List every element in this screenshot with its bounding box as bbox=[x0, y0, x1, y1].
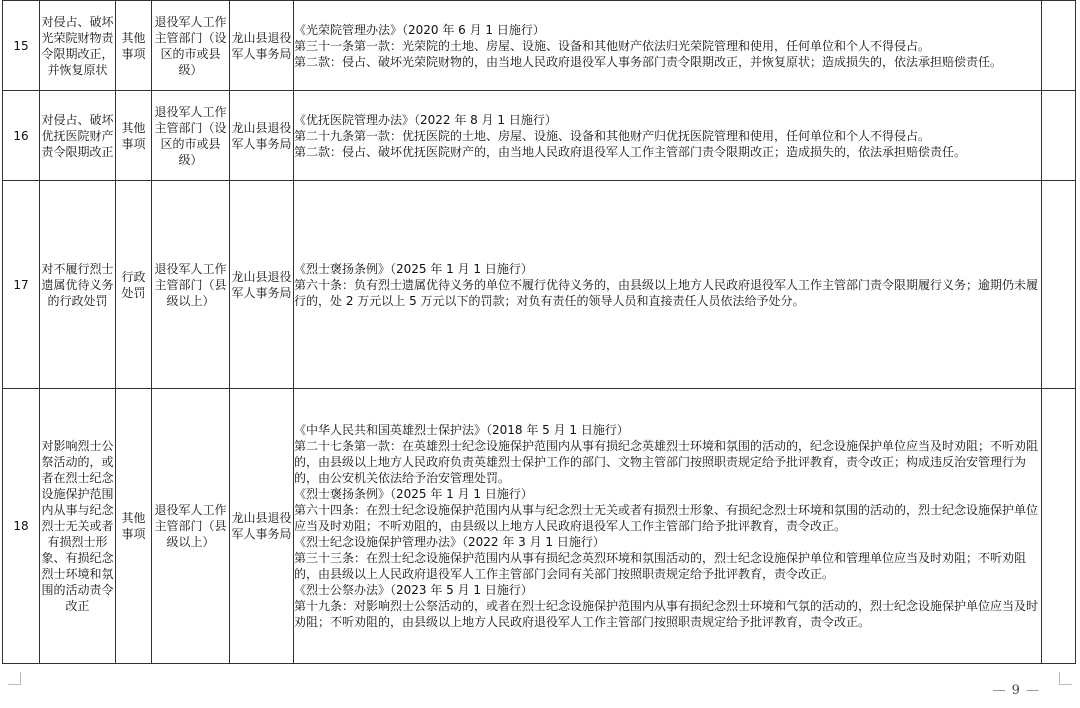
basis-line: 《烈士公祭办法》（2023 年 5 月 1 日施行） bbox=[294, 583, 533, 597]
authority-table bbox=[2, 0, 1076, 664]
basis-line: 第三十三条：在烈士纪念设施保护范围内从事有损纪念英烈环境和氛围活动的，烈士纪念设施保护单位和管理单位应当及时劝阻；不听劝阻的，由县级以上人民政府退役军人工作主管部门会同有关部门按照职责规定给予批评教育，责令改正。 bbox=[294, 551, 1027, 581]
page-number-value: 9 bbox=[1011, 683, 1021, 698]
row-number: 17 bbox=[3, 181, 40, 389]
table-row-15 bbox=[3, 1, 1076, 91]
basis-line: 第三十一条第一款：光荣院的土地、房屋、设施、设备和其他财产依法归光荣院管理和使用，任何单位和个人不得侵占。 bbox=[294, 38, 931, 53]
responsible-department: 退役军人工作主管部门（县级以上） bbox=[152, 181, 230, 389]
item-type: 其他事项 bbox=[116, 91, 152, 181]
row-number: 18 bbox=[3, 389, 40, 664]
page-number: — 9 — bbox=[992, 683, 1040, 698]
crop-mark-left bbox=[8, 672, 21, 685]
table-row-17 bbox=[3, 181, 1076, 389]
item-name: 对影响烈士公祭活动的，或者在烈士纪念设施保护范围内从事与纪念烈士无关或者有损烈士形象、有损纪念烈士环境和氛围的活动责令改正 bbox=[40, 389, 116, 664]
item-type: 其他事项 bbox=[116, 1, 152, 91]
responsible-department: 退役军人工作主管部门（设区的市或县级） bbox=[152, 1, 230, 91]
item-name: 对侵占、破坏光荣院财物责令限期改正，并恢复原状 bbox=[40, 1, 116, 91]
basis-line: 《光荣院管理办法》（2020 年 6 月 1 日施行） bbox=[294, 22, 545, 37]
basis-line: 《优抚医院管理办法》（2022 年 8 月 1 日施行） bbox=[294, 112, 557, 127]
remarks-cell bbox=[1042, 389, 1076, 664]
basis-line: 第二款：侵占、破坏优抚医院财产的，由当地人民政府退役军人工作主管部门责令限期改正；造成损失的，依法承担赔偿责任。 bbox=[294, 144, 967, 159]
row-number: 15 bbox=[3, 1, 40, 91]
crop-mark-right bbox=[1059, 672, 1072, 685]
legal-basis bbox=[294, 91, 1042, 181]
item-name: 对侵占、破坏优抚医院财产责令限期改正 bbox=[40, 91, 116, 181]
item-name: 对不履行烈士遗属优待义务的行政处罚 bbox=[40, 181, 116, 389]
legal-basis bbox=[294, 181, 1042, 389]
implementing-agency: 龙山县退役军人事务局 bbox=[230, 181, 294, 389]
basis-line: 第六十条：负有烈士遗属优待义务的单位不履行优待义务的，由县级以上地方人民政府退役军人工作主管部门责令限期履行义务；逾期仍未履行的，处 2 万元以上 5 万元以下的罚款；对负有责任的领导人员和直接责任人员依法给予处分。 bbox=[294, 277, 1039, 308]
basis-line: 第二款：侵占、破坏光荣院财物的，由当地人民政府退役军人事务部门责令限期改正，并恢复原状；造成损失的，依法承担赔偿责任。 bbox=[294, 54, 1003, 69]
basis-line: 《中华人民共和国英雄烈士保护法》（2018 年 5 月 1 日施行） bbox=[294, 423, 629, 437]
remarks-cell bbox=[1042, 91, 1076, 181]
basis-line: 第十九条：对影响烈士公祭活动的，或者在烈士纪念设施保护范围内从事有损纪念烈士环境和气氛的活动的，烈士纪念设施保护单位应当及时劝阻；不听劝阻的，由县级以上地方人民政府退役军人工作主管部门按照职责规定给予批评教育，责令改正。 bbox=[294, 599, 1039, 629]
item-type: 其他事项 bbox=[116, 389, 152, 664]
item-type: 行政处罚 bbox=[116, 181, 152, 389]
implementing-agency: 龙山县退役军人事务局 bbox=[230, 1, 294, 91]
basis-line: 《烈士褒扬条例》（2025 年 1 月 1 日施行） bbox=[294, 261, 533, 276]
table-row-16 bbox=[3, 91, 1076, 181]
remarks-cell bbox=[1042, 181, 1076, 389]
implementing-agency: 龙山县退役军人事务局 bbox=[230, 389, 294, 664]
basis-line: 《烈士纪念设施保护管理办法》（2022 年 3 月 1 日施行） bbox=[294, 535, 605, 549]
legal-basis bbox=[294, 389, 1042, 664]
row-number: 16 bbox=[3, 91, 40, 181]
basis-line: 第二十九条第一款：优抚医院的土地、房屋、设施、设备和其他财产归优抚医院管理和使用，任何单位和个人不得侵占。 bbox=[294, 128, 931, 143]
basis-line: 第二十七条第一款：在英雄烈士纪念设施保护范围内从事有损纪念英雄烈士环境和氛围的活动的，纪念设施保护单位应当及时劝阻；不听劝阻的，由县级以上地方人民政府负责英雄烈士保护工作的部门、文物主管部门按照职责规定给予批评教育，责令改正；构成违反治安管理行为的，由公安机关依法给予治安管理处罚。 bbox=[294, 439, 1039, 485]
responsible-department: 退役军人工作主管部门（设区的市或县级） bbox=[152, 91, 230, 181]
responsible-department: 退役军人工作主管部门（县级以上） bbox=[152, 389, 230, 664]
table-row-18 bbox=[3, 389, 1076, 664]
remarks-cell bbox=[1042, 1, 1076, 91]
basis-line: 第六十四条：在烈士纪念设施保护范围内从事与纪念烈士无关或者有损烈士形象、有损纪念烈士环境和氛围的活动的，烈士纪念设施保护单位应当及时劝阻；不听劝阻的，由县级以上地方人民政府退役军人工作主管部门给予批评教育，责令改正。 bbox=[294, 503, 1039, 533]
implementing-agency: 龙山县退役军人事务局 bbox=[230, 91, 294, 181]
basis-line: 《烈士褒扬条例》（2025 年 1 月 1 日施行） bbox=[294, 487, 533, 501]
legal-basis bbox=[294, 1, 1042, 91]
